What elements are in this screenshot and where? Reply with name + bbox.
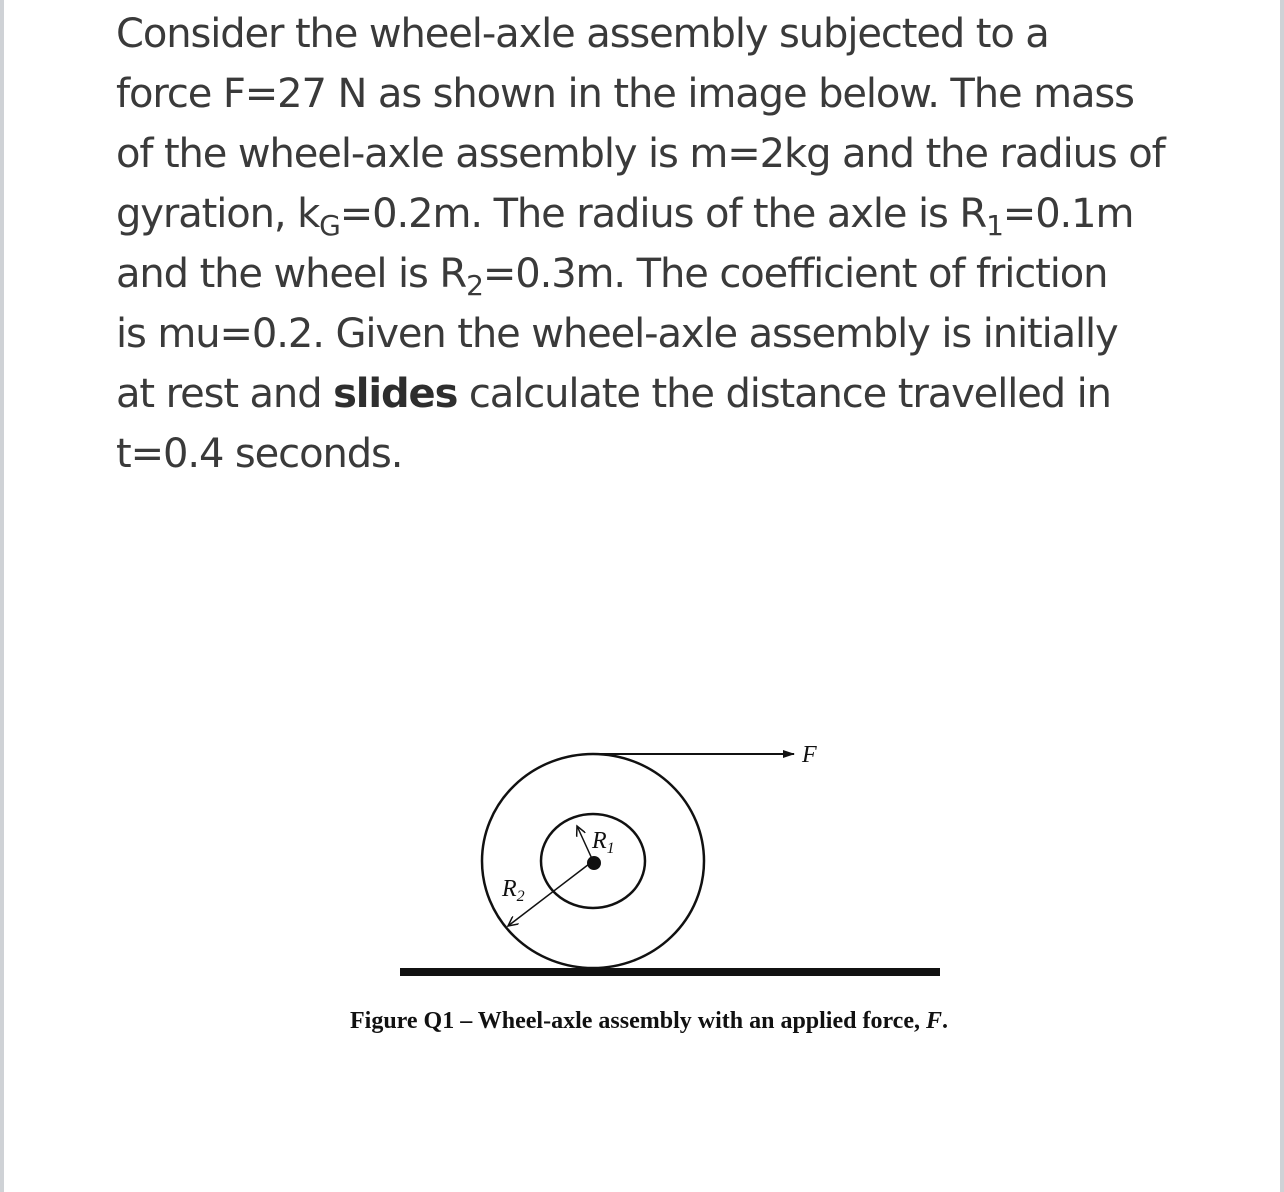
r2-label: $R_2$: [502, 876, 525, 905]
question-line-4: [116, 184, 1266, 244]
figure-caption: [350, 1008, 1050, 1035]
q-text: calculate the distance travelled in: [457, 371, 1111, 417]
caption-force: F: [926, 1008, 943, 1034]
q-text: gyration, k: [116, 191, 320, 237]
subscript-g: G: [319, 209, 340, 242]
q-text: and the wheel is R: [116, 251, 467, 297]
question-line-8: t=0.4 seconds.: [116, 431, 403, 477]
force-label: F: [802, 742, 817, 768]
caption-end: .: [942, 1008, 949, 1034]
emphasis-slides: slides: [333, 371, 458, 417]
question-line-6: is mu=0.2. Given the wheel-axle assembly is initially: [116, 311, 1118, 357]
q-text: =0.2m. The radius of the axle is R: [339, 191, 987, 237]
question-line-1: Consider the wheel-axle assembly subjected to a: [116, 11, 1049, 57]
subscript-1: 1: [986, 209, 1003, 242]
question-text: [116, 4, 1266, 484]
question-line-3: of the wheel-axle assembly is m=2kg and the radius of: [116, 131, 1165, 177]
q-text: at rest and: [116, 371, 334, 417]
q-text: =0.3m. The coefficient of friction: [482, 251, 1108, 297]
question-line-7: [116, 364, 1266, 424]
caption-text: Figure Q1 – Wheel-axle assembly with an applied force,: [350, 1008, 926, 1034]
r1-radius-arrow: [577, 826, 593, 861]
wheel-axle-figure: [384, 730, 964, 990]
q-text: =0.1m: [1002, 191, 1134, 237]
subscript-2: 2: [466, 269, 483, 302]
center-dot: [587, 856, 601, 870]
question-line-5: [116, 244, 1266, 304]
r1-label: $R_1$: [592, 828, 615, 857]
question-line-2: force F=27 N as shown in the image below. The mass: [116, 71, 1134, 117]
